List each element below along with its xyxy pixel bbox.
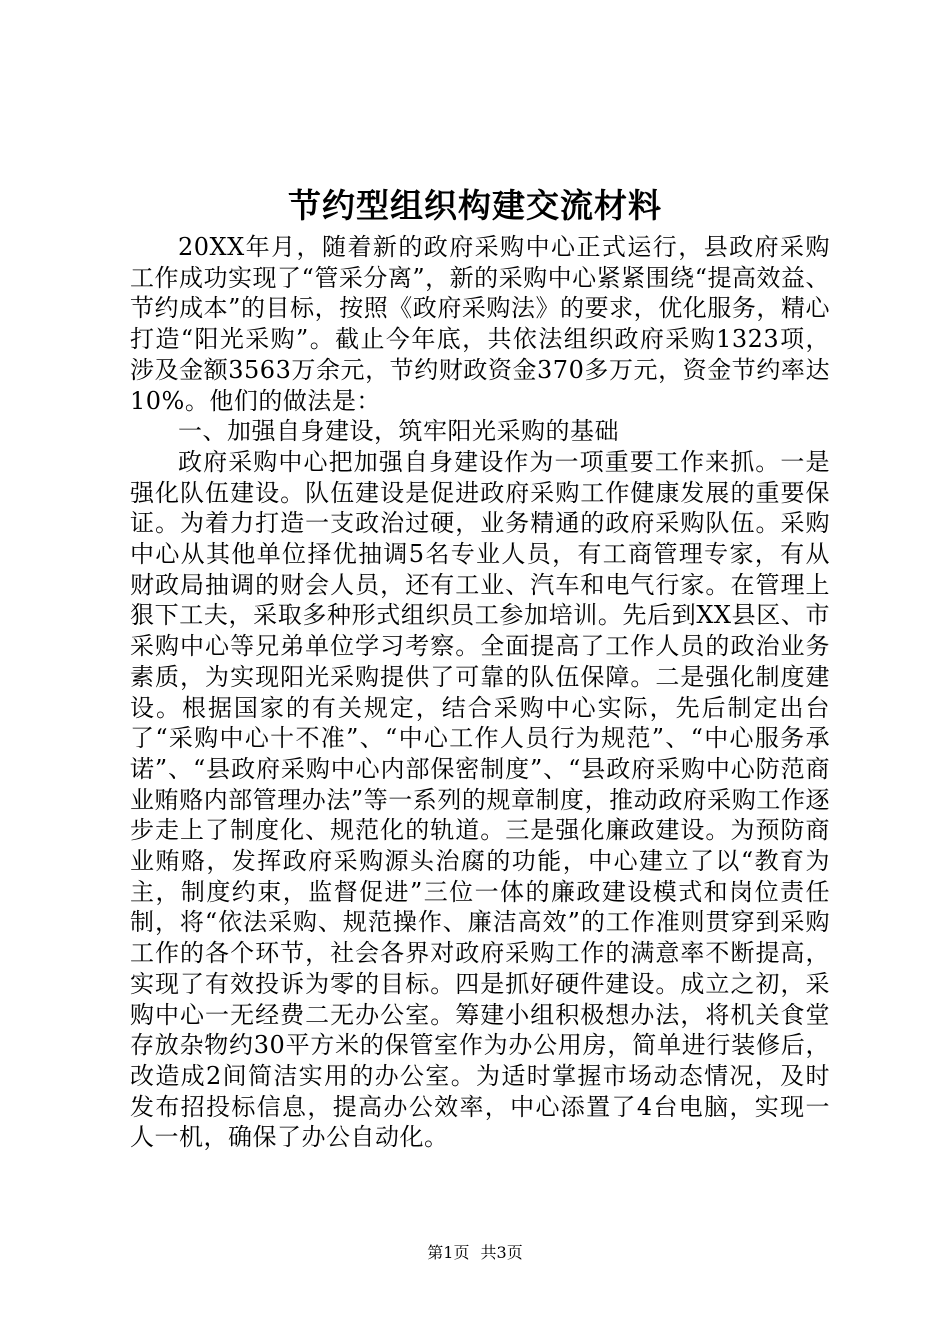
intro-paragraph: 20XX年月，随着新的政府采购中心正式运行，县政府采购工作成功实现了“管采分离”，新的采购中心紧紧围绕“提高效益、节约成本”的目标，按照《政府采购法》的要求，优化服务，精心打造“阳光采购”。截止今年底，共依法组织政府采购1323项，涉及金额3563万余元，节约财政资金370多万元，资金节约率达10%。他们的做法是：: [130, 233, 830, 415]
section-heading: 一、加强自身建设，筑牢阳光采购的基础: [178, 417, 619, 446]
page-number: 第1页: [427, 1243, 470, 1262]
page-total: 共3页: [480, 1243, 523, 1262]
section-paragraph: 政府采购中心把加强自身建设作为一项重要工作来抓。一是强化队伍建设。队伍建设是促进政府采购工作健康发展的重要保证。为着力打造一支政治过硬，业务精通的政府采购队伍。采购中心从其他单位择优抽调5名专业人员，有工商管理专家，有从财政局抽调的财会人员，还有工业、汽车和电气行家。在管理上狠下工夫，采取多种形式组织员工参加培训。先后到XX县区、市采购中心等兄弟单位学习考察。全面提高了工作人员的政治业务素质，为实现阳光采购提供了可靠的队伍保障。二是强化制度建设。根据国家的有关规定，结合采购中心实际，先后制定出台了“采购中心十不准”、“中心工作人员行为规范”、“中心服务承诺”、“县政府采购中心内部保密制度”、“县政府采购中心防范商业贿赂内部管理办法”等一系列的规章制度，推动政府采购工作逐步走上了制度化、规范化的轨道。三是强化廉政建设。为预防商业贿赂，发挥政府采购源头治腐的功能，中心建立了以“教育为主，制度约束，监督促进”三位一体的廉政建设模式和岗位责任制，将“依法采购、规范操作、廉洁高效”的工作准则贯穿到采购工作的各个环节，社会各界对政府采购工作的满意率不断提高，实现了有效投诉为零的目标。四是抓好硬件建设。成立之初，采购中心一无经费二无办公室。筹建小组积极想办法，将机关食堂存放杂物约30平方米的保管室作为办公用房，简单进行装修后，改造成2间简洁实用的办公室。为适时掌握市场动态情况，及时发布招投标信息，提高办公效率，中心添置了4台电脑，实现一人一机，确保了办公自动化。: [130, 447, 830, 1152]
page-footer: [0, 1242, 950, 1264]
document-title: 节约型组织构建交流材料: [288, 186, 662, 225]
document-body: [130, 232, 830, 1153]
